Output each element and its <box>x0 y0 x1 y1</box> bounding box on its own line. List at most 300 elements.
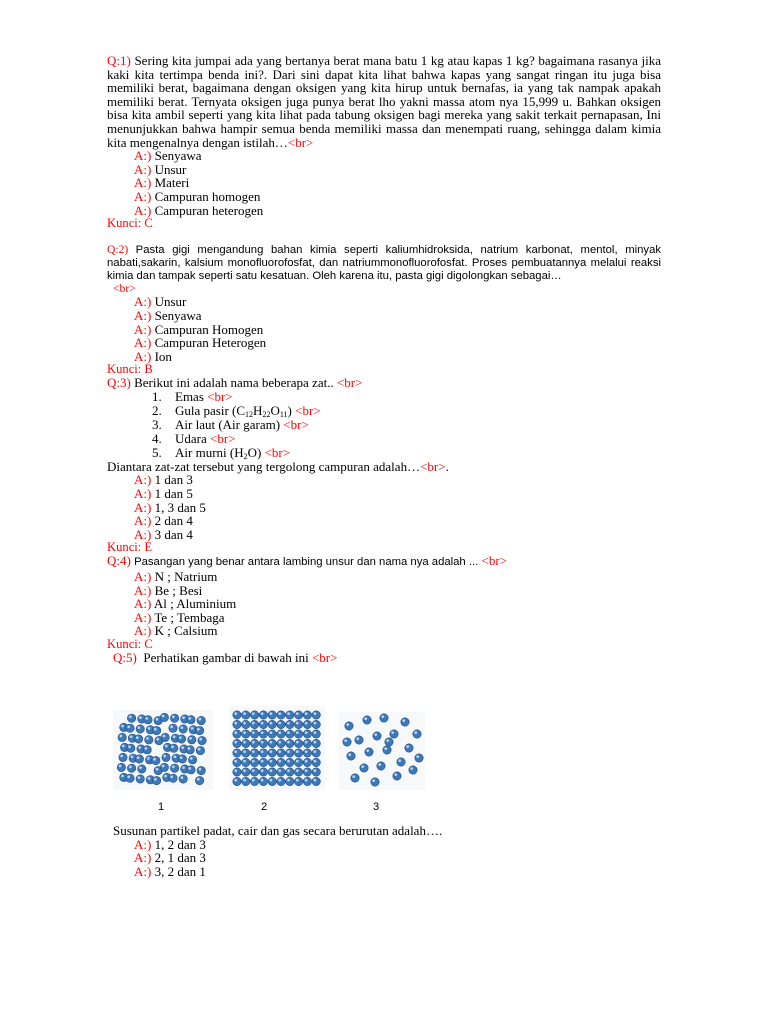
particle-highlight <box>287 731 290 734</box>
particle-highlight <box>374 733 377 736</box>
particle-highlight <box>137 756 140 759</box>
particle <box>397 758 405 766</box>
particle <box>277 720 285 728</box>
particle <box>286 777 294 785</box>
particle <box>360 764 368 772</box>
option[interactable]: A:) Senyawa <box>134 307 202 323</box>
particle <box>286 730 294 738</box>
particle <box>119 753 127 761</box>
particle-highlight <box>361 765 364 768</box>
particle-highlight <box>270 779 273 782</box>
particle-highlight <box>138 746 141 749</box>
particle-highlight <box>122 745 125 748</box>
particle <box>242 758 250 766</box>
particle-highlight <box>261 769 264 772</box>
particle <box>177 735 185 743</box>
particle-highlight <box>252 741 255 744</box>
particle <box>126 774 134 782</box>
particle <box>242 730 250 738</box>
particle-highlight <box>127 775 130 778</box>
particle-highlight <box>305 750 308 753</box>
particle <box>160 763 168 771</box>
particle <box>286 720 294 728</box>
particle-highlight <box>234 731 237 734</box>
particle-highlight <box>234 712 237 715</box>
particle-highlight <box>305 769 308 772</box>
particle-highlight <box>181 726 184 729</box>
particle-highlight <box>314 760 317 763</box>
figure-label-3: 3 <box>373 801 380 813</box>
particle-highlight <box>261 731 264 734</box>
particle-highlight <box>364 717 367 720</box>
particle <box>303 758 311 766</box>
particle-highlight <box>261 712 264 715</box>
particle <box>312 730 320 738</box>
particle-highlight <box>199 718 202 721</box>
option[interactable]: A:) 1, 3 dan 5 <box>134 499 206 515</box>
particle-highlight <box>356 737 359 740</box>
particle-highlight <box>243 779 246 782</box>
particle <box>136 725 144 733</box>
particle <box>303 777 311 785</box>
particle <box>286 739 294 747</box>
particle <box>286 758 294 766</box>
particle <box>405 744 413 752</box>
particle-highlight <box>234 741 237 744</box>
particle-highlight <box>287 779 290 782</box>
particle <box>195 776 203 784</box>
particle <box>365 748 373 756</box>
option[interactable]: A:) 2 dan 4 <box>134 513 193 529</box>
particle-highlight <box>296 779 299 782</box>
particle-highlight <box>270 760 273 763</box>
particle-highlight <box>344 739 347 742</box>
particle-highlight <box>171 745 174 748</box>
particle-highlight <box>391 731 394 734</box>
particle-highlight <box>181 776 184 779</box>
particle-highlight <box>305 760 308 763</box>
q3-text: Q:3) Berikut ini adalah nama beberapa zat.. <br> <box>107 375 363 391</box>
particle-highlight <box>352 775 355 778</box>
particle <box>371 778 379 786</box>
particle <box>259 730 267 738</box>
q1-answer-key: Kunci: C <box>107 216 153 231</box>
particle-highlight <box>173 735 176 738</box>
particle <box>393 772 401 780</box>
particle-highlight <box>278 760 281 763</box>
particle <box>197 766 205 774</box>
particle <box>145 736 153 744</box>
particle-highlight <box>191 727 194 730</box>
particle-highlight <box>234 722 237 725</box>
particle-highlight <box>172 765 175 768</box>
particle <box>188 736 196 744</box>
particle <box>152 726 160 734</box>
particle-highlight <box>287 712 290 715</box>
particle-highlight <box>261 722 264 725</box>
particle <box>259 749 267 757</box>
q5-text: Q:5) Perhatikan gambar di bawah ini <br> <box>113 650 338 665</box>
q1-text: Q:1) Sering kita jumpai ada yang bertanya berat mana batu 1 kg atau kapas 1 kg? bagaimana rasanya jika kaki kita tertimpa benda ini?. Dari sini dapat kita lihat bahwa kapas yang sangat ringan itu juga bisa memiliki berat, bagaimana dengan oksigen yang kita hirup untuk bernafas, ia yang tak nampak apakah memiliki berat. Ternyata oksigen juga punya berat lho yakni massa atom nya 15,999 u. Bahkan oksigen bisa kita ambil seperti yang kita lihat pada tabung oksigen bagi mereka yang sakit terkait pernapasan, Ini menunjukkan bahwa hampir semua benda memiliki massa dan menempati ruang, sehingga dalam kimia kita mengenalnya dengan istilah…<br> <box>107 53 662 150</box>
particle-highlight <box>305 741 308 744</box>
particle <box>312 739 320 747</box>
particle <box>303 711 311 719</box>
particle-highlight <box>199 738 202 741</box>
particle-highlight <box>139 766 142 769</box>
particle <box>250 711 258 719</box>
particle-highlight <box>346 723 349 726</box>
particle <box>195 726 203 734</box>
particle-highlight <box>234 779 237 782</box>
particle-highlight <box>278 779 281 782</box>
particle <box>259 720 267 728</box>
particle <box>152 776 160 784</box>
particle-highlight <box>296 769 299 772</box>
particle-highlight <box>410 767 413 770</box>
particle <box>118 733 126 741</box>
particle <box>162 753 170 761</box>
particle <box>242 777 250 785</box>
option[interactable]: A:) 3, 2 dan 1 <box>134 863 206 879</box>
particle-highlight <box>165 745 168 748</box>
option[interactable]: A:) 2, 1 dan 3 <box>134 850 206 866</box>
particle-highlight <box>314 712 317 715</box>
particle <box>277 730 285 738</box>
particle-highlight <box>188 767 191 770</box>
particle-highlight <box>406 745 409 748</box>
particle <box>250 768 258 776</box>
particle-highlight <box>121 725 124 728</box>
particle <box>169 724 177 732</box>
particle <box>312 720 320 728</box>
particle-highlight <box>130 735 133 738</box>
particle-highlight <box>154 778 157 781</box>
figure-solid <box>229 706 325 790</box>
q3-options <box>107 473 661 541</box>
particle-highlight <box>243 741 246 744</box>
particle <box>170 764 178 772</box>
particle <box>312 768 320 776</box>
particle <box>390 730 398 738</box>
particle <box>347 752 355 760</box>
particle <box>294 739 302 747</box>
list-item: 3. Air laut (Air garam) <br> <box>152 416 309 432</box>
particle <box>135 755 143 763</box>
particle <box>188 756 196 764</box>
particle-highlight <box>296 750 299 753</box>
q2-br: <br> <box>113 281 136 295</box>
particle-highlight <box>305 722 308 725</box>
particle-highlight <box>129 765 132 768</box>
option[interactable]: A:) Campuran heterogen <box>134 202 264 218</box>
particle-highlight <box>305 731 308 734</box>
particle <box>413 730 421 738</box>
particle <box>268 777 276 785</box>
particle-highlight <box>136 736 139 739</box>
particle <box>170 714 178 722</box>
particle <box>186 746 194 754</box>
particle-highlight <box>197 778 200 781</box>
particle <box>233 739 241 747</box>
particle-highlight <box>314 741 317 744</box>
particle <box>268 768 276 776</box>
particle-highlight <box>278 731 281 734</box>
particle <box>259 777 267 785</box>
q5-options <box>107 838 653 879</box>
particle-highlight <box>120 755 123 758</box>
particle <box>268 711 276 719</box>
particle <box>233 768 241 776</box>
option[interactable]: A:) 3 dan 4 <box>134 526 193 542</box>
particle <box>303 730 311 738</box>
particle-highlight <box>305 712 308 715</box>
particle-highlight <box>199 768 202 771</box>
particle-highlight <box>148 727 151 730</box>
particle-highlight <box>252 769 255 772</box>
q3-answer-key: Kunci: E <box>107 540 153 555</box>
particle-highlight <box>234 760 237 763</box>
option[interactable]: A:) Ion <box>134 348 172 364</box>
particle <box>233 749 241 757</box>
particle <box>233 730 241 738</box>
quiz-document <box>107 54 661 665</box>
particle <box>259 711 267 719</box>
particle <box>179 775 187 783</box>
particle-highlight <box>138 776 141 779</box>
particle-highlight <box>179 736 182 739</box>
figure-liquid <box>113 710 213 790</box>
q5-question-block <box>113 824 653 878</box>
particle <box>286 711 294 719</box>
particle-highlight <box>296 712 299 715</box>
particle <box>242 711 250 719</box>
option[interactable]: A:) N ; Natrium <box>134 569 218 585</box>
particle <box>294 749 302 757</box>
particle <box>268 720 276 728</box>
particle-highlight <box>296 741 299 744</box>
particle <box>233 777 241 785</box>
particle-highlight <box>145 717 148 720</box>
particle-highlight <box>162 765 165 768</box>
particle <box>250 749 258 757</box>
option[interactable]: A:) Be ; Besi <box>134 582 203 598</box>
particle-highlight <box>180 756 183 759</box>
particle <box>268 730 276 738</box>
particle-highlight <box>287 769 290 772</box>
particle <box>268 749 276 757</box>
particle-highlight <box>156 738 159 741</box>
q1-options <box>107 149 661 217</box>
option[interactable]: A:) Campuran homogen <box>134 188 261 204</box>
particle <box>250 720 258 728</box>
particle-highlight <box>381 715 384 718</box>
particle <box>197 716 205 724</box>
particle <box>380 714 388 722</box>
particle-highlight <box>287 722 290 725</box>
option[interactable]: A:) Te ; Tembaga <box>134 609 225 625</box>
particle-highlight <box>278 769 281 772</box>
particle-highlight <box>366 749 369 752</box>
particle-highlight <box>314 731 317 734</box>
particle <box>134 735 142 743</box>
particle <box>303 739 311 747</box>
particle <box>294 711 302 719</box>
option[interactable]: A:) K ; Calsium <box>134 623 218 639</box>
particle-highlight <box>296 722 299 725</box>
option[interactable]: A:) 1, 2 dan 3 <box>134 836 206 852</box>
particle-highlight <box>278 712 281 715</box>
particle-highlight <box>278 722 281 725</box>
particle <box>277 768 285 776</box>
particle-highlight <box>121 775 124 778</box>
particle-highlight <box>182 716 185 719</box>
q2-answer-key: Kunci: B <box>107 362 153 377</box>
particle <box>250 777 258 785</box>
particle-highlight <box>378 763 381 766</box>
particle <box>363 716 371 724</box>
particle-highlight <box>386 739 389 742</box>
particle <box>136 775 144 783</box>
particle <box>169 774 177 782</box>
particle <box>277 749 285 757</box>
q4-answer-key: Kunci: C <box>107 637 153 651</box>
particle-highlight <box>190 757 193 760</box>
particle-highlight <box>188 717 191 720</box>
particle <box>233 720 241 728</box>
particle <box>127 714 135 722</box>
particle <box>187 766 195 774</box>
particle-highlight <box>270 741 273 744</box>
particle <box>250 758 258 766</box>
option[interactable]: A:) Materi <box>134 175 190 191</box>
particle-highlight <box>270 769 273 772</box>
particle-highlight <box>148 777 151 780</box>
particle-highlight <box>252 760 255 763</box>
particle <box>170 744 178 752</box>
list-item: 5. Air murni $(H_2O) <br>$ <box>152 444 291 461</box>
particle <box>343 738 351 746</box>
particle-highlight <box>243 722 246 725</box>
particle-highlight <box>296 760 299 763</box>
particle-highlight <box>398 759 401 762</box>
particle <box>383 746 391 754</box>
particle <box>127 744 135 752</box>
particle-highlight <box>372 779 375 782</box>
particle-highlight <box>270 712 273 715</box>
particle-highlight <box>156 718 159 721</box>
particle-highlight <box>234 750 237 753</box>
particle-highlight <box>243 750 246 753</box>
option[interactable]: A:) Al ; Aluminium <box>134 596 237 612</box>
particle-highlight <box>384 747 387 750</box>
particle <box>312 758 320 766</box>
particle-highlight <box>314 750 317 753</box>
particle <box>242 768 250 776</box>
particle <box>259 758 267 766</box>
particle-highlight <box>287 760 290 763</box>
particle-highlight <box>414 731 417 734</box>
particle-highlight <box>305 779 308 782</box>
option[interactable]: A:) Unsur <box>134 294 187 310</box>
particle <box>294 758 302 766</box>
particle-highlight <box>314 769 317 772</box>
particle-highlight <box>163 755 166 758</box>
particle-highlight <box>172 715 175 718</box>
particle-highlight <box>153 758 156 761</box>
particle-highlight <box>252 722 255 725</box>
particle-highlight <box>146 737 149 740</box>
particle <box>294 777 302 785</box>
particle <box>143 746 151 754</box>
particle-highlight <box>261 760 264 763</box>
option[interactable]: A:) 1 dan 3 <box>134 472 193 488</box>
particle <box>117 763 125 771</box>
particle-highlight <box>129 715 132 718</box>
particle <box>312 749 320 757</box>
particle-highlight <box>243 760 246 763</box>
particle-highlight <box>189 737 192 740</box>
particle-highlight <box>348 753 351 756</box>
option[interactable]: A:) Unsur <box>134 161 187 177</box>
option[interactable]: A:) Campuran Homogen <box>134 321 264 337</box>
particle <box>303 768 311 776</box>
particle <box>259 768 267 776</box>
particle-highlight <box>234 769 237 772</box>
particle <box>294 730 302 738</box>
particle <box>127 764 135 772</box>
q3-items <box>107 390 661 460</box>
particle <box>303 749 311 757</box>
option[interactable]: A:) Senyawa <box>134 148 202 164</box>
particle-highlight <box>252 779 255 782</box>
particle <box>268 758 276 766</box>
particle <box>242 720 250 728</box>
particle-highlight <box>131 755 134 758</box>
q2-text: Q:2) Pasta gigi mengandung bahan kimia seperti kaliumhidroksida, natrium karbonat, mentol, minyak nabati,sakarin, kalsium monofluorofosfat, dan natriummonofluorofosfat. Proses pembuatannya melalui reaksi kimia dan tampak seperti satu kesatuan. Oleh karena itu, pasta gigi digolongkan sebagai… <box>107 243 662 282</box>
particle <box>179 725 187 733</box>
particle-highlight <box>147 757 150 760</box>
particle-highlight <box>198 748 201 751</box>
option[interactable]: A:) 1 dan 5 <box>134 486 193 502</box>
particle-highlight <box>252 750 255 753</box>
particle <box>355 736 363 744</box>
particle <box>152 756 160 764</box>
particle-highlight <box>170 725 173 728</box>
figure-gas <box>339 712 425 790</box>
option[interactable]: A:) Campuran Heterogen <box>134 335 267 351</box>
q2-options <box>107 295 661 363</box>
q4-text: Q:4) Pasangan yang benar antara lambing unsur dan nama nya adalah ... <br> <box>107 553 508 569</box>
particle-highlight <box>156 768 159 771</box>
particle-highlight <box>287 750 290 753</box>
particle <box>277 758 285 766</box>
particle-highlight <box>145 747 148 750</box>
particle <box>178 755 186 763</box>
q4-options <box>107 570 661 638</box>
particle <box>409 766 417 774</box>
particle-highlight <box>182 766 185 769</box>
particle-highlight <box>138 726 141 729</box>
particle <box>233 758 241 766</box>
particle <box>277 711 285 719</box>
particle-highlight <box>402 719 405 722</box>
particle <box>126 724 134 732</box>
particle-highlight <box>127 725 130 728</box>
particle-highlight <box>270 722 273 725</box>
particle-highlight <box>270 750 273 753</box>
particle <box>277 739 285 747</box>
particle <box>312 777 320 785</box>
